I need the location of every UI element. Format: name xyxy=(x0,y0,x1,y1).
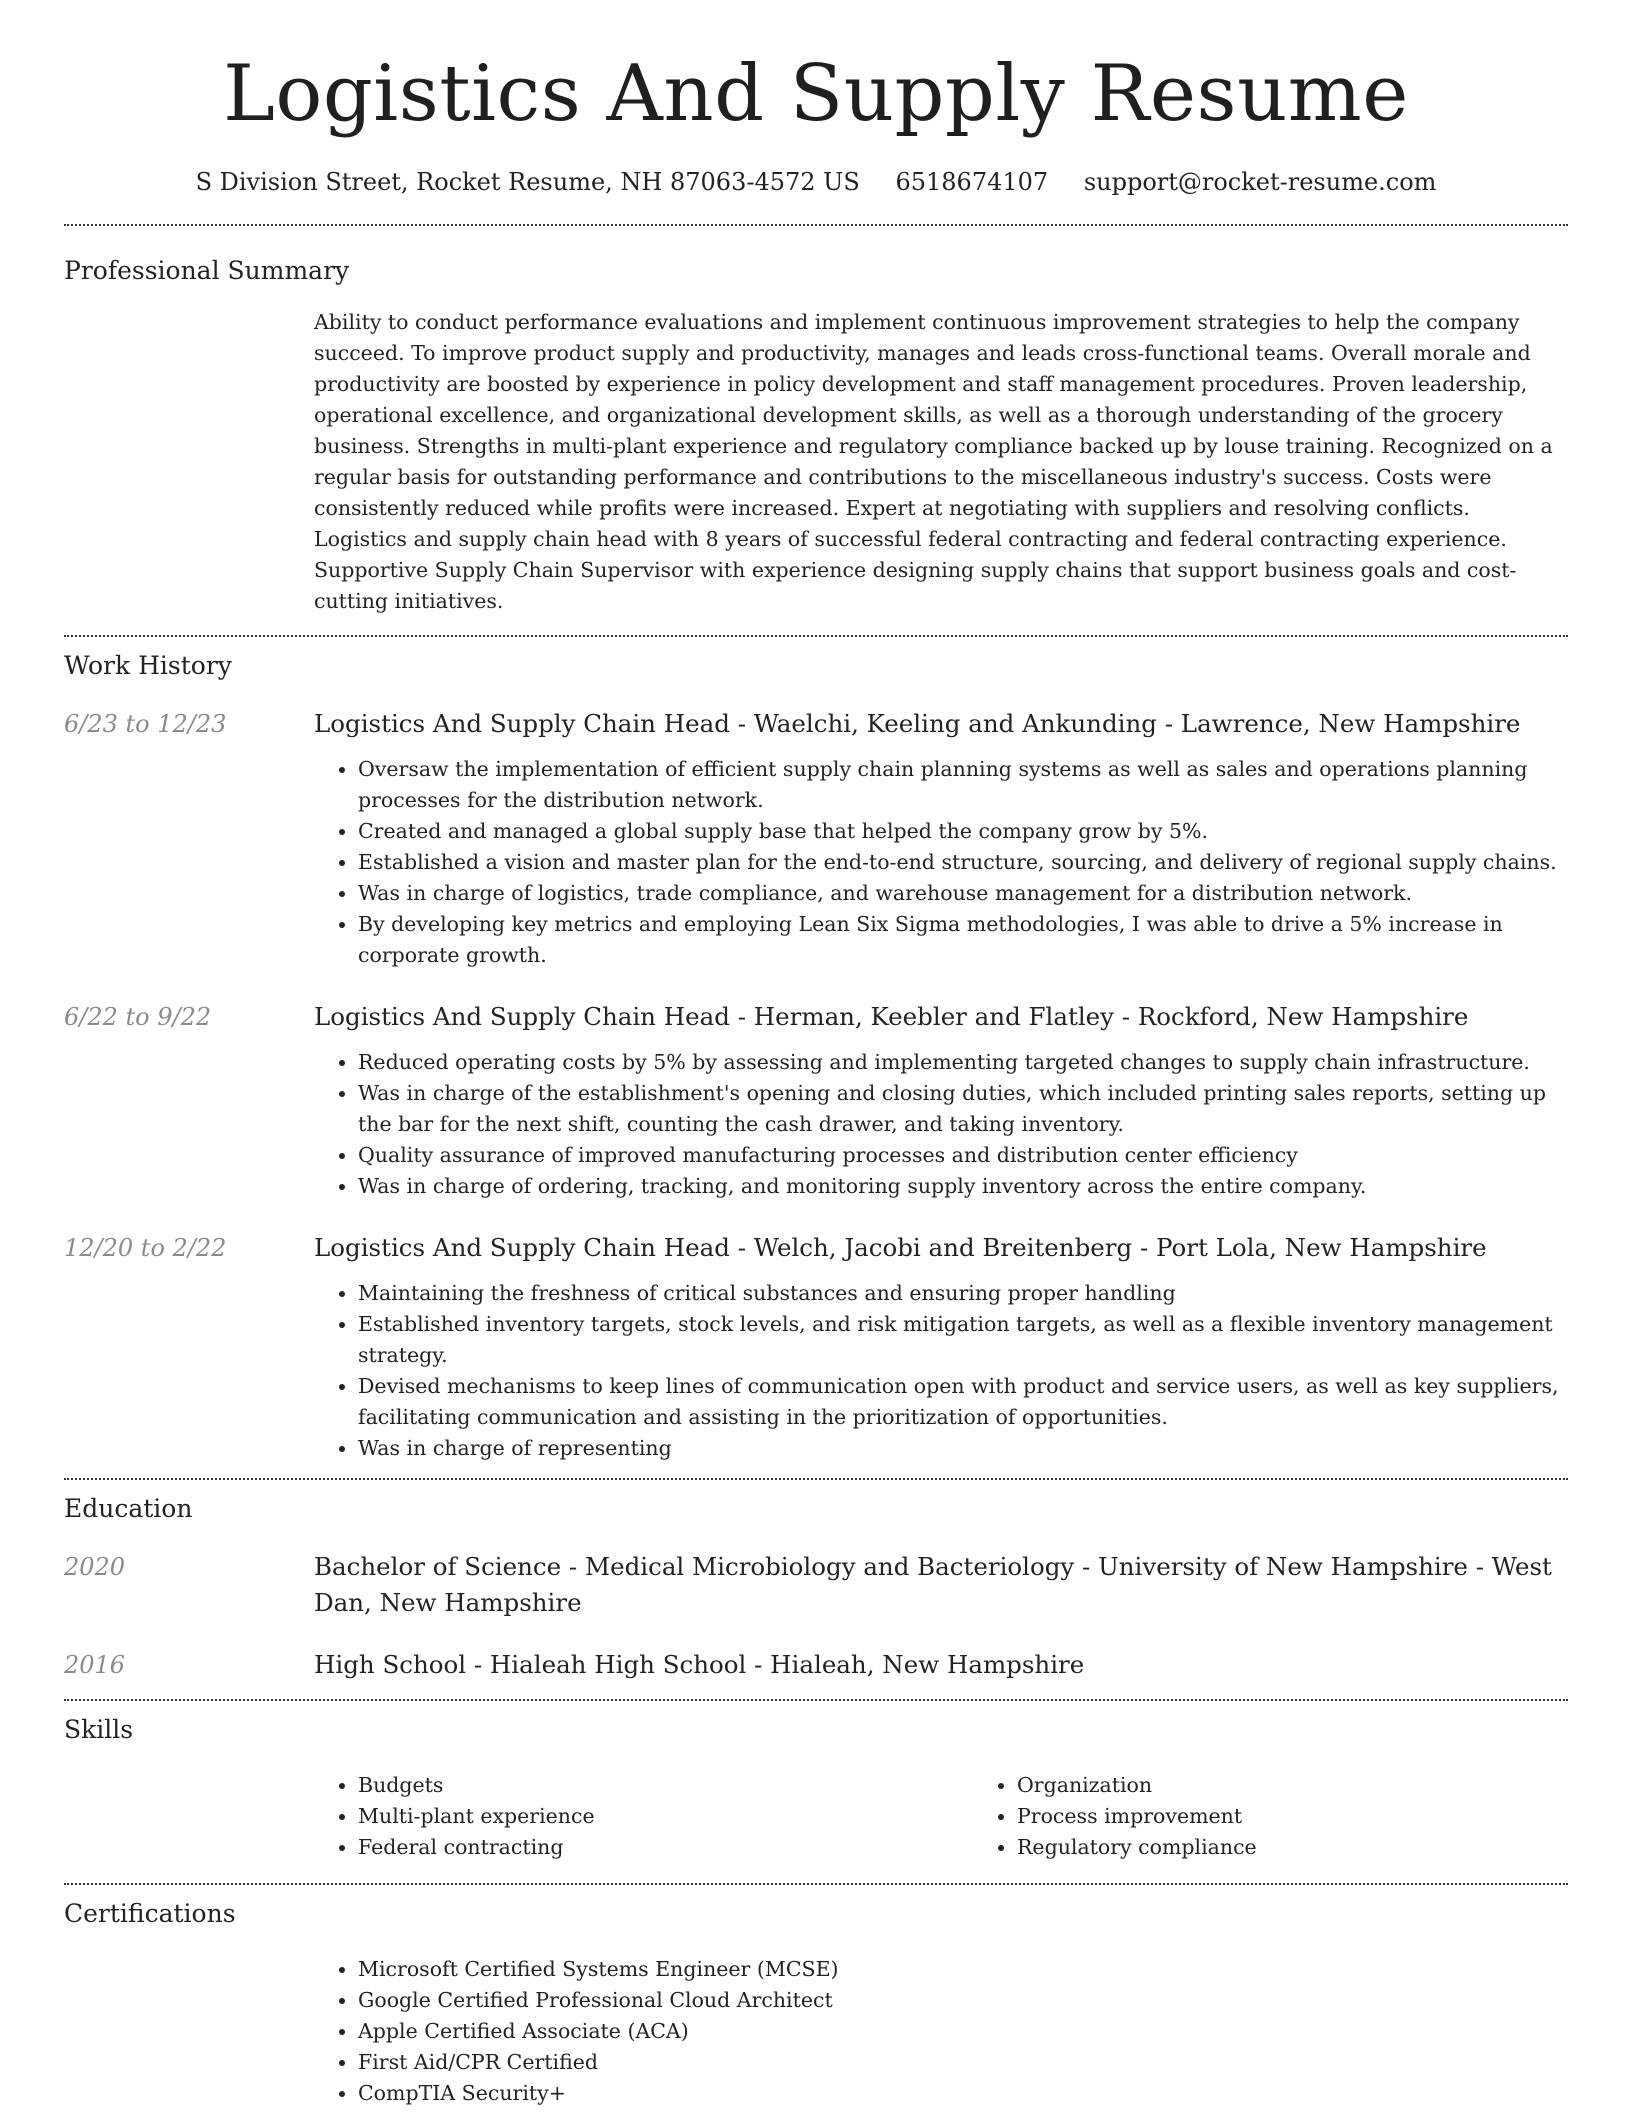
education-entry xyxy=(64,1549,1568,1621)
list-item: • Microsoft Certified Systems Engineer (MCSE) xyxy=(358,1954,1568,1985)
job-entry xyxy=(64,999,1568,1202)
section-summary xyxy=(64,226,1568,635)
job-entry xyxy=(64,1230,1568,1464)
summary-body xyxy=(314,307,1568,635)
resume-header xyxy=(64,0,1568,196)
job-bullets xyxy=(314,754,1568,971)
list-item: • Was in charge of ordering, tracking, and monitoring supply inventory across the entire company. xyxy=(358,1171,1568,1202)
summary-row xyxy=(64,307,1568,635)
section-title-education: Education xyxy=(64,1493,193,1523)
list-item: • Google Certified Professional Cloud Architect xyxy=(358,1985,1568,2016)
contact-address: S Division Street, Rocket Resume, NH 87063-4572 US xyxy=(195,167,860,196)
job-details xyxy=(314,706,1568,971)
job-heading: Logistics And Supply Chain Head - Herman, Keebler and Flatley - Rockford, New Hampshire xyxy=(314,1001,1469,1031)
job-dates: 12/20 to 2/22 xyxy=(64,1233,227,1262)
list-item: • Created and managed a global supply base that helped the company grow by 5%. xyxy=(358,816,1568,847)
list-item: • Budgets xyxy=(358,1770,973,1801)
skills-column-2 xyxy=(973,1770,1632,1863)
certifications-list xyxy=(314,1954,1568,2109)
list-item: • Was in charge of the establishment's opening and closing duties, which included printing sales reports, setting up the bar for the next shift, counting the cash drawer, and taking inventory. xyxy=(358,1078,1568,1140)
job-heading: Logistics And Supply Chain Head - Waelchi, Keeling and Ankunding - Lawrence, New Hampshire xyxy=(314,708,1521,738)
education-year: 2016 xyxy=(64,1650,126,1679)
skills-columns xyxy=(314,1770,1632,1863)
education-entry xyxy=(64,1647,1568,1683)
job-entry xyxy=(64,706,1568,971)
section-certifications xyxy=(64,1885,1568,2109)
list-item: • Maintaining the freshness of critical substances and ensuring proper handling xyxy=(358,1278,1568,1309)
education-details: High School - Hialeah High School - Hialeah, New Hampshire xyxy=(314,1649,1085,1679)
list-item: • Reduced operating costs by 5% by assessing and implementing targeted changes to supply chain infrastructure. xyxy=(358,1047,1568,1078)
education-details: Bachelor of Science - Medical Microbiology and Bacteriology - University of New Hampshire - West Dan, New Hampshire xyxy=(314,1551,1552,1617)
contact-phone: 6518674107 xyxy=(895,167,1049,196)
section-work-history xyxy=(64,637,1568,1464)
section-title-summary: Professional Summary xyxy=(64,255,350,285)
contact-line xyxy=(64,168,1568,196)
list-item: • Oversaw the implementation of efficient supply chain planning systems as well as sales and operations planning processes for the distribution network. xyxy=(358,754,1568,816)
list-item: • First Aid/CPR Certified xyxy=(358,2047,1568,2078)
list-item: • Apple Certified Associate (ACA) xyxy=(358,2016,1568,2047)
list-item: • Process improvement xyxy=(1017,1801,1632,1832)
list-item: • Established inventory targets, stock levels, and risk mitigation targets, as well as a flexible inventory management strategy. xyxy=(358,1309,1568,1371)
job-bullets xyxy=(314,1047,1568,1202)
list-item: • Was in charge of representing xyxy=(358,1433,1568,1464)
job-bullets xyxy=(314,1278,1568,1464)
job-dates: 6/23 to 12/23 xyxy=(64,709,227,738)
job-dates: 6/22 to 9/22 xyxy=(64,1002,212,1031)
list-item: • Regulatory compliance xyxy=(1017,1832,1632,1863)
job-details xyxy=(314,999,1568,1202)
list-item: • Quality assurance of improved manufacturing processes and distribution center efficiency xyxy=(358,1140,1568,1171)
list-item: • By developing key metrics and employing Lean Six Sigma methodologies, I was able to drive a 5% increase in corporate growth. xyxy=(358,909,1568,971)
list-item: • Devised mechanisms to keep lines of communication open with product and service users, as well as key suppliers, facilitating communication and assisting in the prioritization of opportunities. xyxy=(358,1371,1568,1433)
job-details xyxy=(314,1230,1568,1464)
list-item: • Was in charge of logistics, trade compliance, and warehouse management for a distribution network. xyxy=(358,878,1568,909)
skills-column-1 xyxy=(314,1770,973,1863)
certifications-body xyxy=(314,1954,1568,2109)
certifications-row xyxy=(64,1954,1568,2109)
contact-email: support@rocket-resume.com xyxy=(1083,167,1437,196)
section-title-work: Work History xyxy=(64,650,232,680)
section-title-skills: Skills xyxy=(64,1714,134,1744)
section-title-certifications: Certifications xyxy=(64,1898,236,1928)
section-education xyxy=(64,1480,1568,1683)
job-heading: Logistics And Supply Chain Head - Welch, Jacobi and Breitenberg - Port Lola, New Hampshire xyxy=(314,1232,1487,1262)
list-item: • Established a vision and master plan for the end-to-end structure, sourcing, and delivery of regional supply chains. xyxy=(358,847,1568,878)
list-item: • Multi-plant experience xyxy=(358,1801,973,1832)
list-item: • Organization xyxy=(1017,1770,1632,1801)
list-item: • Federal contracting xyxy=(358,1832,973,1863)
resume-title: Logistics And Supply Resume xyxy=(223,49,1409,139)
summary-text: Ability to conduct performance evaluations and implement continuous improvement strategies to help the company succeed. To improve product supply and productivity, manages and leads cross-functional teams. Overall morale and productivity are boosted by experience in policy development and staff management procedures. Proven leadership, operational excellence, and organizational development skills, as well as a thorough understanding of the grocery business. Strengths in multi-plant experience and regulatory compliance backed up by louse training. Recognized on a regular basis for outstanding performance and contributions to the miscellaneous industry's success. Costs were consistently reduced while profits were increased. Expert at negotiating with suppliers and resolving conflicts. Logistics and supply chain head with 8 years of successful federal contracting and federal contracting experience. Supportive Supply Chain Supervisor with experience designing supply chains that support business goals and cost-cutting initiatives. xyxy=(314,309,1553,613)
skills-row xyxy=(64,1770,1568,1883)
education-year: 2020 xyxy=(64,1552,126,1581)
section-skills xyxy=(64,1701,1568,1883)
list-item: • CompTIA Security+ xyxy=(358,2078,1568,2109)
